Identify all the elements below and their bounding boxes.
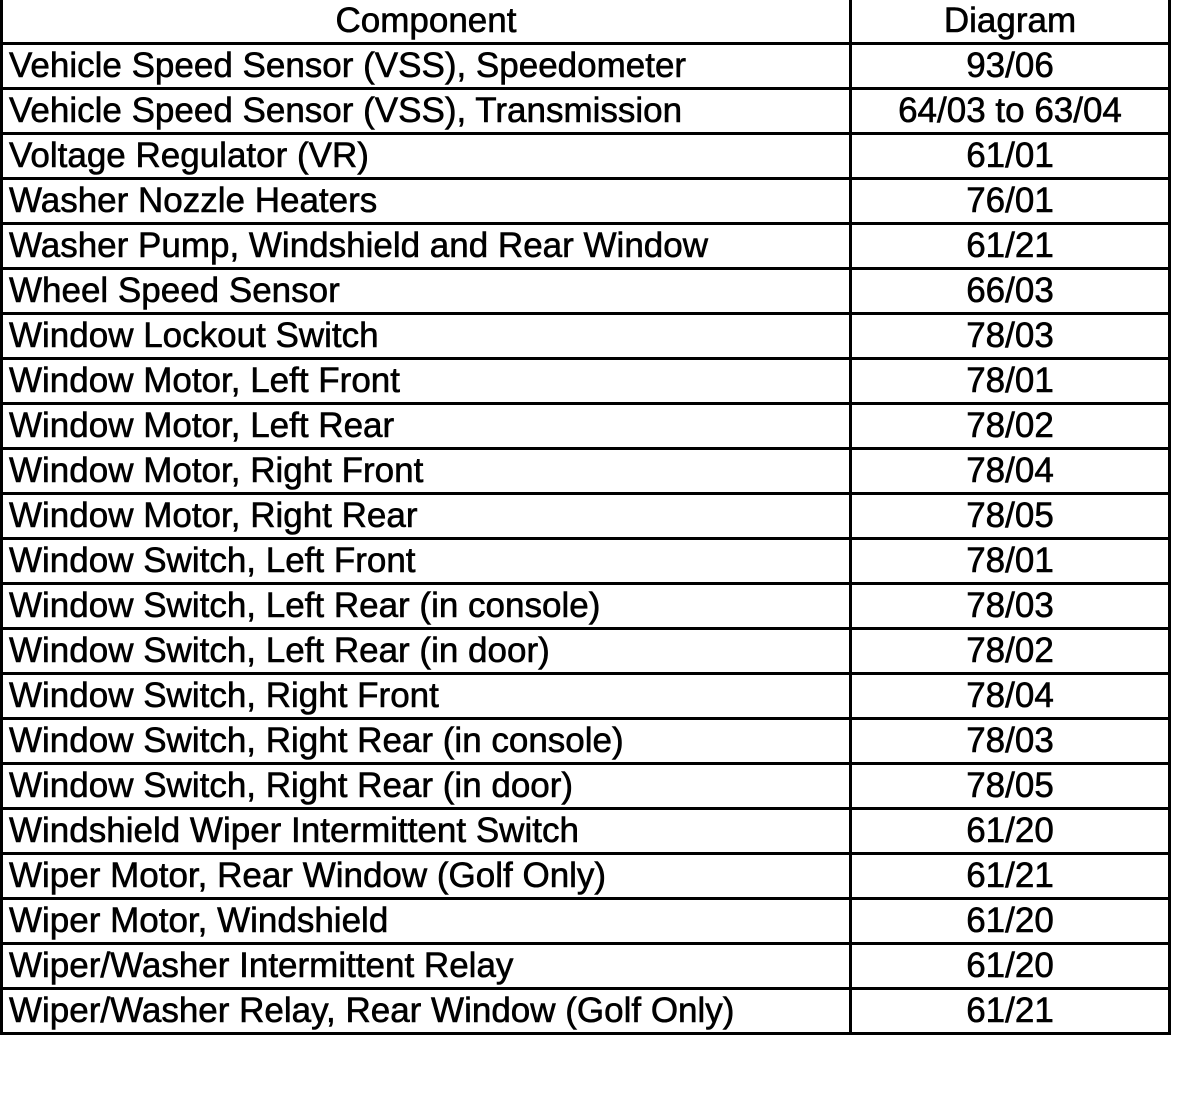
- table-header-row: [2, 0, 1170, 44]
- component-cell: Window Motor, Left Rear: [2, 404, 851, 449]
- component-cell: Window Switch, Right Rear (in console): [2, 719, 851, 764]
- header-component: Component: [2, 0, 851, 44]
- table-body: [2, 44, 1170, 1034]
- component-cell: Windshield Wiper Intermittent Switch: [2, 809, 851, 854]
- component-cell: Window Motor, Left Front: [2, 359, 851, 404]
- diagram-cell: 78/01: [851, 359, 1170, 404]
- component-cell: Wheel Speed Sensor: [2, 269, 851, 314]
- table-row: [2, 854, 1170, 899]
- table-row: [2, 944, 1170, 989]
- table-row: [2, 134, 1170, 179]
- diagram-cell: 61/21: [851, 989, 1170, 1034]
- diagram-cell: 61/20: [851, 944, 1170, 989]
- component-cell: Washer Nozzle Heaters: [2, 179, 851, 224]
- table-row: [2, 269, 1170, 314]
- table-row: [2, 224, 1170, 269]
- component-cell: Window Switch, Left Rear (in console): [2, 584, 851, 629]
- table-row: [2, 764, 1170, 809]
- component-cell: Wiper Motor, Windshield: [2, 899, 851, 944]
- component-cell: Voltage Regulator (VR): [2, 134, 851, 179]
- component-cell: Window Switch, Right Rear (in door): [2, 764, 851, 809]
- diagram-cell: 61/21: [851, 854, 1170, 899]
- diagram-cell: 64/03 to 63/04: [851, 89, 1170, 134]
- diagram-cell: 78/03: [851, 719, 1170, 764]
- diagram-cell: 78/05: [851, 764, 1170, 809]
- diagram-cell: 76/01: [851, 179, 1170, 224]
- table-row: [2, 404, 1170, 449]
- diagram-cell: 78/03: [851, 314, 1170, 359]
- component-cell: Window Lockout Switch: [2, 314, 851, 359]
- component-cell: Wiper/Washer Relay, Rear Window (Golf Only): [2, 989, 851, 1034]
- component-cell: Wiper/Washer Intermittent Relay: [2, 944, 851, 989]
- diagram-cell: 78/02: [851, 629, 1170, 674]
- diagram-cell: 61/01: [851, 134, 1170, 179]
- table-row: [2, 719, 1170, 764]
- table-row: [2, 899, 1170, 944]
- diagram-cell: 78/02: [851, 404, 1170, 449]
- table-row: [2, 89, 1170, 134]
- table-row: [2, 809, 1170, 854]
- component-cell: Window Switch, Right Front: [2, 674, 851, 719]
- table-row: [2, 674, 1170, 719]
- diagram-cell: 61/20: [851, 899, 1170, 944]
- diagram-cell: 61/21: [851, 224, 1170, 269]
- component-cell: Window Motor, Right Rear: [2, 494, 851, 539]
- diagram-cell: 93/06: [851, 44, 1170, 89]
- table-row: [2, 449, 1170, 494]
- diagram-cell: 78/01: [851, 539, 1170, 584]
- diagram-cell: 78/04: [851, 449, 1170, 494]
- table-row: [2, 179, 1170, 224]
- table-row: [2, 314, 1170, 359]
- component-cell: Window Switch, Left Rear (in door): [2, 629, 851, 674]
- table-row: [2, 629, 1170, 674]
- component-cell: Wiper Motor, Rear Window (Golf Only): [2, 854, 851, 899]
- component-cell: Window Switch, Left Front: [2, 539, 851, 584]
- component-cell: Vehicle Speed Sensor (VSS), Speedometer: [2, 44, 851, 89]
- table-row: [2, 539, 1170, 584]
- table-row: [2, 584, 1170, 629]
- diagram-cell: 78/03: [851, 584, 1170, 629]
- table-row: [2, 359, 1170, 404]
- component-cell: Vehicle Speed Sensor (VSS), Transmission: [2, 89, 851, 134]
- header-diagram: Diagram: [851, 0, 1170, 44]
- component-cell: Window Motor, Right Front: [2, 449, 851, 494]
- table-row: [2, 989, 1170, 1034]
- component-cell: Washer Pump, Windshield and Rear Window: [2, 224, 851, 269]
- diagram-cell: 78/05: [851, 494, 1170, 539]
- table-row: [2, 44, 1170, 89]
- diagram-cell: 61/20: [851, 809, 1170, 854]
- diagram-cell: 78/04: [851, 674, 1170, 719]
- table-row: [2, 494, 1170, 539]
- diagram-cell: 66/03: [851, 269, 1170, 314]
